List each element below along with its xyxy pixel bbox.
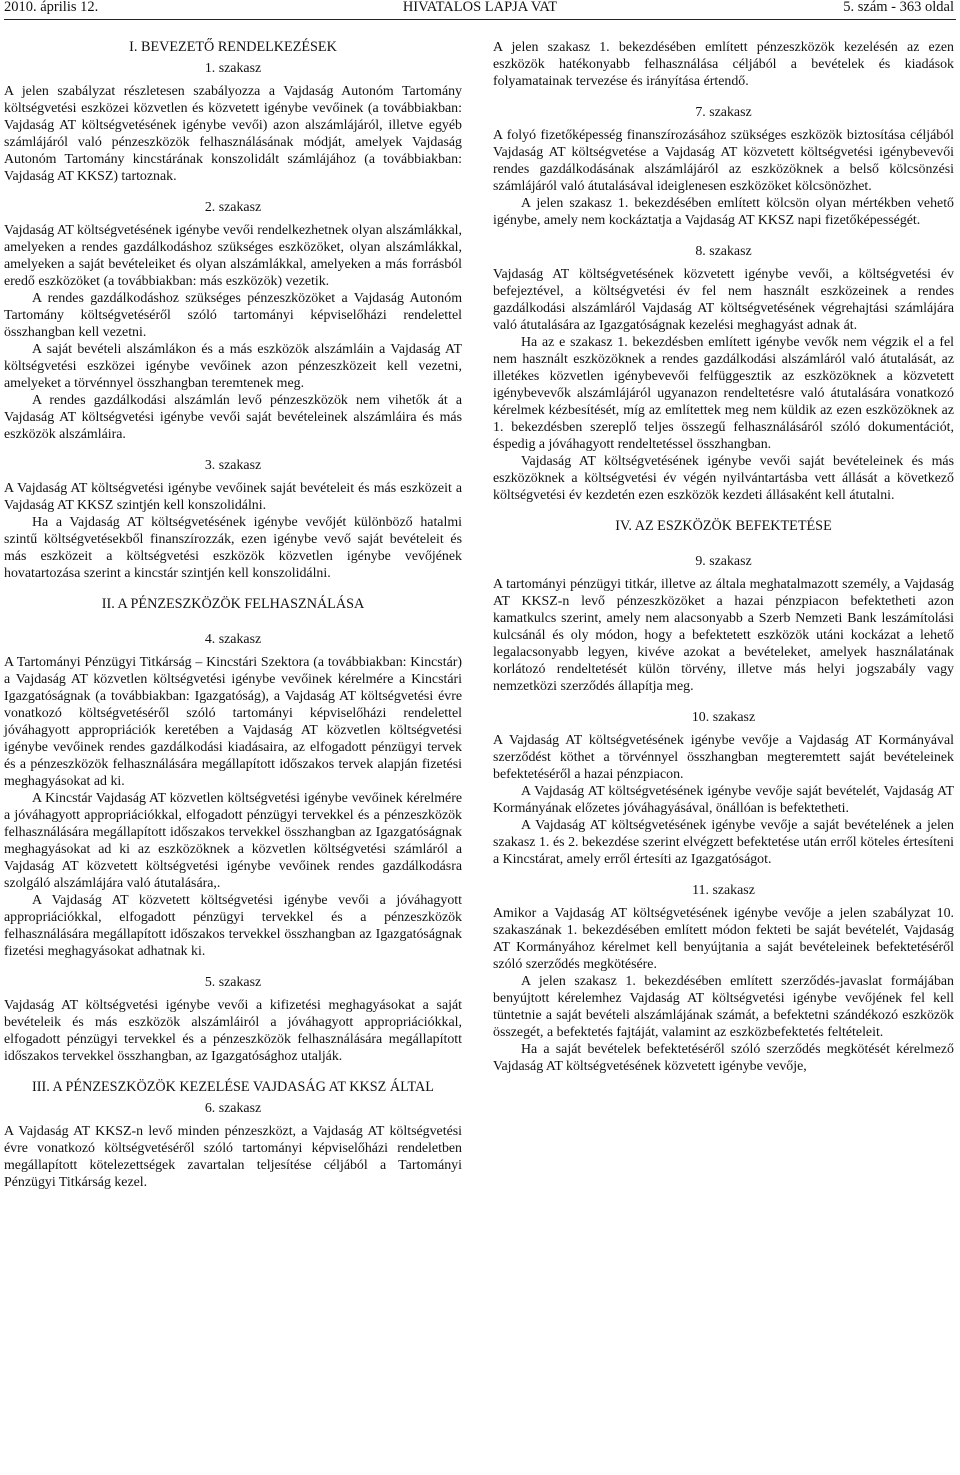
paragraph: A jelen szakasz 1. bekezdésében említett pénzeszközök kezelésén az ezen eszközök hatékonyabb felhasználása céljából a bevételek és kiadások folyamatainak tervezése és irányítása értendő. bbox=[493, 40, 954, 89]
paragraph: A Vajdaság AT költségvetésének igénybe vevője a Vajdaság AT Kormányával szerződést köthet a törvénnyel összhangban megteremtett saját bevételeinek befektetéséről a hazai pénzpiacon. bbox=[493, 733, 954, 782]
paragraph: A folyó fizetőképesség finanszírozásához szükséges eszközök biztosítása céljából Vajdaság AT költségvetése a Vajdaság AT közvetett költségvetési igénybevevői rendes gazdálkodásának alszámlájáról az eszközöknek a belső kölcsönzési számlájáról való átutalásával ideiglenesen eszközöket kölcsönözhet. bbox=[493, 128, 954, 194]
paragraph: A jelen szakasz 1. bekezdésében említett szerződés-javaslat formájában benyújtott kérelemhez Vajdaság AT költségvetési igénybe vevőjének fel kell tüntetnie a saját bevételi alszámlájának számát, a befektetni szándékozó eszközök összegét, a befektetés fajtáját, valamint az eszközbefektetés feltételeit. bbox=[493, 974, 954, 1040]
paragraph: A saját bevételi alszámlákon és a más eszközök alszámláin a Vajdaság AT költségvetési eszközei igénybe vevőinek azon pénzeszközeit kell vezetni, amelyeket a törvénnyel összhangban teremtenek meg. bbox=[4, 342, 462, 391]
paragraph: A Vajdaság AT költségvetési igénybe vevőinek saját bevételeit és más eszközeit a Vajdaság AT KKSZ szintjén kell konszolidálni. bbox=[4, 481, 462, 513]
section-heading: 2. szakasz bbox=[204, 200, 262, 215]
header-journal-title: HIVATALOS LAPJA VAT bbox=[402, 0, 558, 15]
paragraph: A rendes gazdálkodáshoz szükséges pénzeszközöket a Vajdaság Autonóm Tartomány költségvetéséről szóló tartományi képviselőházi rendelettel összhangban kell vezetni. bbox=[4, 291, 462, 340]
paragraph: Vajdaság AT költségvetésének közvetett igénybe vevői, a költségvetési év befejeztével, a költségvetési év fel nem használt eszközeinek a rendes gazdálkodási alszámláról Vajdaság AT költségvetésének végrehajtási számlájára való átutalására az Igazgatóságnak kezelési meghagyást adnak át. bbox=[493, 267, 954, 333]
paragraph: Amikor a Vajdaság AT költségvetésének igénybe vevője a jelen szabályzat 10. szakaszának 1. bekezdésében említett módon fekteti be saját bevételét, Vajdaság AT Kormányához kérelmet kell benyújtania a saját bevételeinek befektetéséről szóló szerződés megkötésére. bbox=[493, 906, 954, 972]
section-heading: 1. szakasz bbox=[204, 61, 262, 76]
paragraph: Vajdaság AT költségvetésének igénybe vevői rendelkezhetnek olyan alszámlákkal, amelyeken a rendes gazdálkodáshoz szükséges eszközöket, olyan alszámlákkal, amelyeken a saját bevételeiket és olyan alszámlákkal, amelyeken a más forrásból eredő eszközöket (a továbbiakban: más eszközök) vezetik. bbox=[4, 223, 462, 289]
left-column bbox=[4, 39, 462, 1191]
paragraph: Vajdaság AT költségvetési igénybe vevői a kifizetési meghagyásokat a saját bevételeik és más eszközök alszámláiról a jóváhagyott appropriációkkal, elfogadott pénzügyi tervekkel és a pénzeszközök felhasználására megállapított időszakos tervekkel összhangban, az Igazgatósághoz utalják. bbox=[4, 998, 462, 1064]
paragraph: Vajdaság AT költségvetésének igénybe vevői saját bevételeinek és más eszközöknek a költségvetési év végén nyilvántartásba vett állását a következő költségvetési év kezdetén ezen eszközök kezdeti állásaként kell átutalni. bbox=[493, 454, 954, 503]
page-header bbox=[0, 0, 960, 22]
chapter-heading: II. A PÉNZESZKÖZÖK FELHASZNÁLÁSA bbox=[101, 596, 365, 612]
header-rule bbox=[4, 19, 956, 20]
section-heading: 7. szakasz bbox=[695, 105, 752, 120]
paragraph: A jelen szakasz 1. bekezdésében említett kölcsön olyan mértékben vehető igénybe, amely nem kockáztatja a Vajdaság AT KKSZ napi fizetőképességét. bbox=[493, 196, 954, 228]
section-heading: 5. szakasz bbox=[204, 975, 262, 990]
section-heading: 6. szakasz bbox=[204, 1101, 262, 1116]
paragraph: A tartományi pénzügyi titkár, illetve az általa meghatalmazott személy, a Vajdaság AT KKSZ-n levő pénzeszközöket a hazai pénzpiacon befektetheti azon kamatkulcs szerint, amely nem alacsonyabb a Szerb Nemzeti Bank leszámítolási kulcsánál és oly módon, hogy a befektetett eszközök utáni kockázat a lehető legalacsonyabb legyen, kivéve azokat a bevételeket, amelyek használatának korlátozó rendeltetését külön törvény, illetve más helyi jogszabály vagy nemzetközi szerződés állapítja meg. bbox=[493, 577, 954, 694]
paragraph: A rendes gazdálkodási alszámlán levő pénzeszközök nem vihetők át a Vajdaság AT költségvetési igénybe vevői saját bevételeinek alszámláira és más eszközök alszámláira. bbox=[4, 393, 462, 442]
chapter-heading: III. A PÉNZESZKÖZÖK KEZELÉSE VAJDASÁG AT KKSZ ÁLTAL bbox=[32, 1079, 434, 1095]
section-heading: 9. szakasz bbox=[695, 554, 752, 569]
chapter-heading: IV. AZ ESZKÖZÖK BEFEKTETÉSE bbox=[615, 518, 832, 534]
paragraph: Ha az e szakasz 1. bekezdésben említett igénybe vevők nem végzik el a fel nem használt eszközöknek a rendes gazdálkodási alszámláról való átutalását, az illetékes közvetlen igénybevevői felfüggesztik az eszközöknek a közvetett igénybevevők alszámlájáról ugyanazon rendeltetésre való átutalására vonatkozó kérelmek kézbesítését, míg az említettek meg nem küldik az ezen eszközöknek az 1. bekezdésben szereplő teljes összegű felhasználásáról szóló dokumentációt, éspedig a jóváhagyott rendeltetéssel összhangban. bbox=[493, 335, 954, 452]
section-heading: 3. szakasz bbox=[204, 458, 262, 473]
section-heading: 8. szakasz bbox=[695, 244, 752, 259]
paragraph: A Vajdaság AT közvetett költségvetési igénybe vevői a jóváhagyott appropriációkkal, elfogadott pénzügyi tervekkel és a pénzeszközök felhasználására megállapított időszakos tervekkel összhangban az Igazgatóságnak fizetési meghagyásokat adhatnak ki. bbox=[4, 893, 462, 959]
paragraph: A Tartományi Pénzügyi Titkárság – Kincstári Szektora (a továbbiakban: Kincstár) a Vajdaság AT közvetlen költségvetési igénybe vevőinek kérelmére a Kincstári Igazgatóságnak (a továbbiakban: Igazgatóság), a Vajdaság AT költségvetési évre vonatkozó költségvetéséről szóló tartományi képviselőházi rendelettel jóváhagyott appropriációk keretében a Vajdaság AT közvetlen költségvetési igénybe vevőinek rendes gazdálkodási kiadásaira, az elfogadott pénzügyi tervek és a pénzeszközök felhasználására megállapított időszakos tervek alapján fizetési meghagyásokat ad ki. bbox=[4, 655, 462, 789]
section-heading: 11. szakasz bbox=[692, 883, 755, 898]
paragraph: A Vajdaság AT KKSZ-n levő minden pénzeszközt, a Vajdaság AT költségvetési évre vonatkozó költségvetéséről szóló tartományi képviselőházi rendeletben megállapított kötelezettségek zavartalan teljesítése céljából a Tartományi Pénzügyi Titkárság kezel. bbox=[4, 1124, 462, 1190]
paragraph: Ha a Vajdaság AT költségvetésének igénybe vevőjét különböző hatalmi szintű költségvetésekből finanszírozzák, ezen igénybe vevő saját bevételeit és más eszközeit a költségvetési eszközök közvetlen igénybe vevőjének hovatartozása szerint a kincstár szintjén kell konszolidálni. bbox=[4, 515, 462, 581]
section-heading: 4. szakasz bbox=[204, 632, 262, 647]
section-heading: 10. szakasz bbox=[691, 710, 756, 725]
paragraph: A Vajdaság AT költségvetésének igénybe vevője saját bevételét, Vajdaság AT Kormányának előzetes jóváhagyásával, önállóan is befektetheti. bbox=[493, 784, 954, 816]
paragraph: A Vajdaság AT költségvetésének igénybe vevője a saját bevételének a jelen szakasz 1. és 2. bekezdése szerint elvégzett befektetése után erről köteles értesíteni a Kincstárat, amely erről értesíti az Igazgatóságot. bbox=[493, 818, 954, 867]
chapter-heading: I. BEVEZETŐ RENDELKEZÉSEK bbox=[129, 39, 337, 55]
right-column bbox=[493, 39, 954, 1075]
header-issue-page: 5. szám - 363 oldal bbox=[843, 0, 954, 15]
paragraph: A Kincstár Vajdaság AT közvetlen költségvetési igénybe vevőinek kérelmére a jóváhagyott appropriációkkal, elfogadott pénzügyi tervekkel és a pénzeszközök felhasználására megállapított időszakos tervekkel összhangban az Igazgatóságnak meghagyásokat ad ki az eszközöknek a közvetlen költségvetési számláról a Vajdaság AT közvetett költségvetési igénybe vevőinek rendes gazdálkodásra szolgáló alszámlájára való átutalására,. bbox=[4, 791, 462, 891]
header-date: 2010. április 12. bbox=[4, 0, 99, 15]
paragraph: A jelen szabályzat részletesen szabályozza a Vajdaság Autonóm Tartomány költségvetési eszközei közvetlen és közvetett igénybe vevőinek (a továbbiakban: Vajdaság AT költségvetésének igénybe vevői) azon alszámlájáról, illetve egyéb számlájáról való pénzeszközök felhasználásának módját, amelyek Vajdaság Autonóm Tartomány kincstárának konszolidált számlájához (a továbbiakban: Vajdaság AT KKSZ) tartoznak. bbox=[4, 84, 462, 184]
paragraph: Ha a saját bevételek befektetéséről szóló szerződés megkötését kérelmező Vajdaság AT költségvetésének közvetett igénybe vevője, bbox=[493, 1042, 954, 1074]
